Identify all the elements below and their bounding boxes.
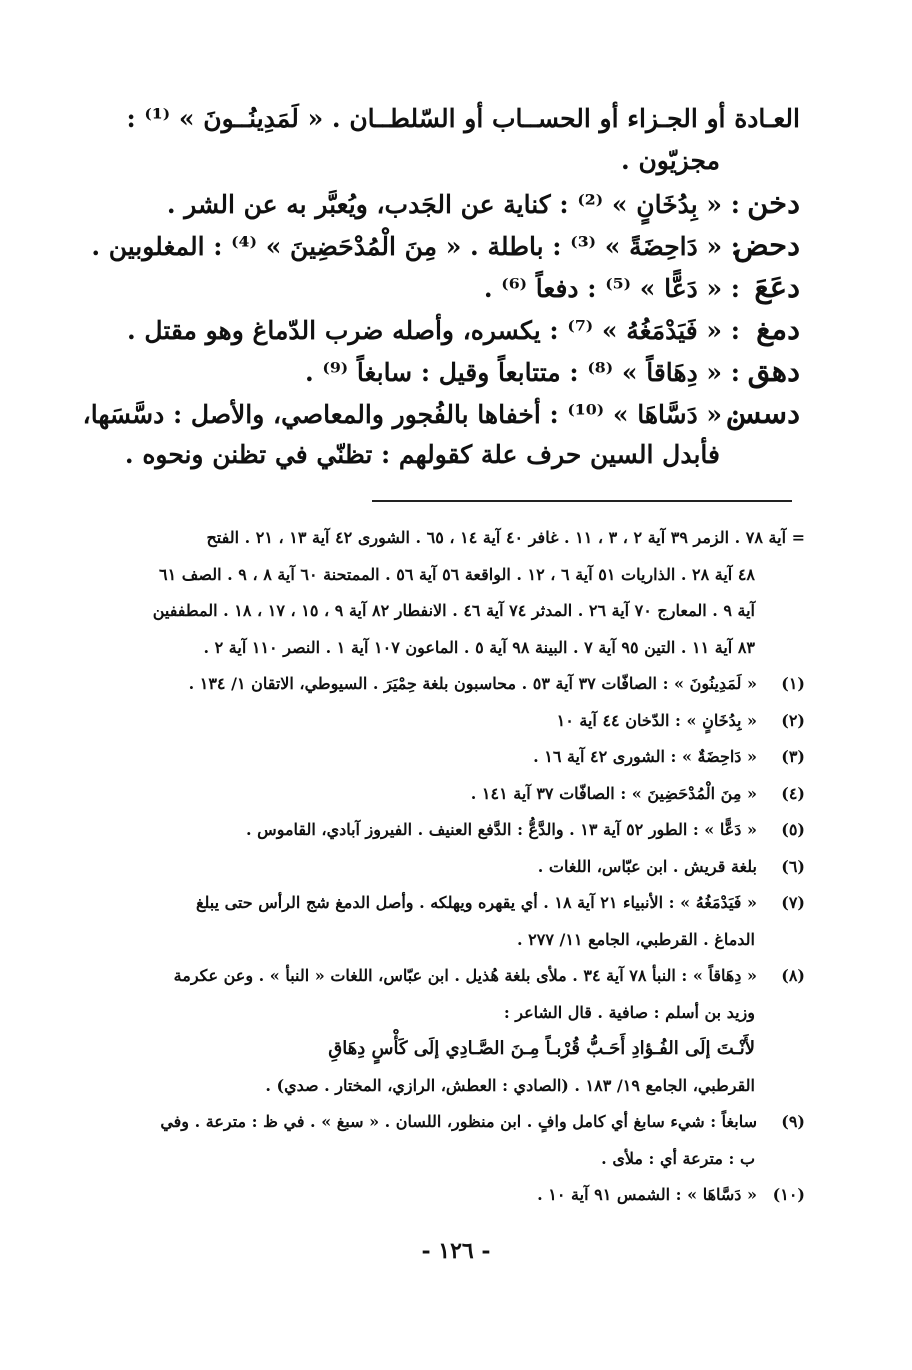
footnote-number: (١٠) — [772, 1185, 805, 1204]
footnote-text: « دَعًّا » : الطور ٥٢ آية ١٣ . والدَّعُّ : الدَّفع العنيف . الفيروز آبادي، القاموس . — [246, 820, 757, 839]
footnote-3 — [120, 739, 805, 776]
entry-dmgh — [120, 308, 800, 350]
line-text: فأبدل السين حرف علة كقولهم : تظنّي في تظنن ونحوه . — [124, 440, 720, 469]
footnote-continuation: = آية ٧٨ . الزمر ٣٩ آية ٢ ، ٣ ، ١١ . غافر ٤٠ آية ١٤ ، ٦٥ . الشورى ٤٢ آية ١٣ ، ٢١ . الفتح — [206, 528, 805, 547]
verse-source: القرطبي، الجامع ١٩/ ١٨٣ . (الصادي : العطش، الرازي، المختار . صدي) . — [265, 1075, 755, 1095]
footnote-7-cont: الدماغ . القرطبي، الجامع ١١/ ٢٧٧ . — [516, 929, 755, 949]
footnote-5 — [120, 812, 805, 849]
line-text: : « دَعًّا » ⁽⁵⁾ : دفعاً ⁽⁶⁾ . — [483, 274, 740, 303]
main-line — [120, 140, 800, 182]
entry-dhd — [91, 224, 800, 266]
root-word: دسس — [725, 396, 800, 430]
line-text: : « دَسَّاهَا » ⁽¹⁰⁾ : أخفاها بالفُجور والمعاصي، والأصل : دسَّسَها، — [82, 400, 740, 429]
footnote-continuation: ٤٨ آية ٢٨ . الذاريات ٥١ آية ٦ ، ١٢ . الواقعة ٥٦ آية ٥٦ . الممتحنة ٦٠ آية ٨ ، ٩ . الصف ٦١ — [159, 564, 755, 584]
footnote-number: (٣) — [781, 747, 805, 766]
footnote-2 — [120, 703, 805, 740]
root-word: دمغ — [756, 312, 800, 346]
line-text: : « دِهَاقاً » ⁽⁸⁾ : متتابعاً وقيل : سابغاً ⁽⁹⁾ . — [304, 358, 740, 387]
footnote-4 — [120, 776, 805, 813]
entry-dkhn — [120, 182, 800, 224]
footnote-number: (٢) — [781, 710, 805, 730]
page-number: - ١٢٦ - — [421, 1238, 491, 1264]
footnote-text: سابغاً : شيء سابغ أي كامل وافٍ . ابن منظور، اللسان . « سبغ » . في ظ : مترعة . وفي — [160, 1112, 757, 1131]
footnote-text: « لَمَدِينُونَ » : الصافّات ٣٧ آية ٥٣ . محاسبون بلغة حِمْيَرَ . السيوطي، الاتقان ١/ ١٣٤ . — [188, 674, 757, 693]
footnote-number: (٤) — [781, 783, 805, 803]
footnote-continuation: ٨٣ آية ١١ . التين ٩٥ آية ٧ . البينة ٩٨ آية ٥ . الماعون ١٠٧ آية ١ . النصر ١١٠ آية ٢ . — [203, 637, 755, 657]
main-line — [120, 98, 800, 140]
footnote-text: « مِنَ الْمُدْحَضِينَ » : الصافّات ٣٧ آية ١٤١ . — [470, 783, 757, 803]
poetry-verse: لأَنْـتَ إلَى الفُـؤادِ أَحَـبُّ قُرْبـاً مِـنَ الصَّـادِي إلَى كَأْسٍ دِهَاقِ — [328, 1038, 755, 1059]
footnote-text: « فَيَدْمَغُهُ » : الأنبياء ٢١ آية ١٨ . أي يقهره ويهلكه . وأصل الدمغ شج الرأس حتى يبلغ — [195, 893, 757, 912]
footnote-8 — [120, 958, 805, 995]
footnote-number: (٥) — [781, 820, 805, 839]
main-line — [120, 434, 800, 476]
line-text: : « فَيَدْمَغُهُ » ⁽⁷⁾ : يكسره، وأصله ضرب الدّماغ وهو مقتل . — [127, 316, 740, 345]
root-word: دخن — [747, 186, 800, 220]
footnote-8-cont: وزيد بن أسلم : صافية . قال الشاعر : — [503, 1002, 755, 1022]
footnote-separator — [372, 500, 792, 502]
footnote-number: (٩) — [781, 1112, 805, 1131]
footnote-text: بلغة قريش . ابن عبّاس، اللغات . — [537, 856, 757, 876]
entry-dss — [82, 392, 800, 434]
footnote-9 — [120, 1104, 805, 1141]
line-text: : « دَاحِضَةً » ⁽³⁾ : باطلة . « مِنَ الْمُدْحَضِينَ » ⁽⁴⁾ : المغلوبين . — [91, 232, 740, 261]
footnote-number: (٧) — [781, 893, 805, 912]
root-word: دحض — [733, 228, 800, 262]
footnote-text: « دَاحِضَةٌ » : الشورى ٤٢ آية ١٦ . — [533, 747, 757, 766]
footnote-continuation: آية ٩ . المعارج ٧٠ آية ٢٦ . المدثر ٧٤ آية ٤٦ . الانفطار ٨٢ آية ٩ ، ١٥ ، ١٧ ، ١٨ . المطففين — [152, 601, 755, 620]
footnote-1 — [120, 666, 805, 703]
footnote-10 — [120, 1177, 805, 1214]
footnote-number: (٨) — [781, 966, 805, 985]
footnote-text: « دِهَاقاً » : النبأ ٧٨ آية ٣٤ . ملأى بلغة هُذيل . ابن عبّاس، اللغات « النبأ » . وعن عكرمة — [173, 966, 757, 985]
entry-dhq — [120, 350, 800, 392]
footnote-9-cont: ب : مترعة أي : ملأى . — [601, 1148, 755, 1168]
footnotes — [120, 520, 805, 1214]
footnote-number: (٦) — [781, 856, 805, 876]
root-word: دعَعَ — [754, 270, 800, 304]
footnote-text: « بِدُخَانٍ » : الدّخان ٤٤ آية ١٠ — [556, 710, 757, 730]
footnote-6 — [120, 849, 805, 886]
root-word: دهق — [747, 354, 800, 388]
footnote-number: (١) — [781, 674, 805, 693]
main-text — [82, 98, 800, 476]
footnote-text: « دَسَّاهَا » : الشمس ٩١ آية ١٠ . — [537, 1185, 757, 1204]
line-text: مجزيّون . — [621, 146, 720, 175]
footnote-7 — [120, 885, 805, 922]
entry-daa — [120, 266, 800, 308]
line-text: العـادة أو الجـزاء أو الحســاب أو السّلطــان . « لَمَدِينُــونَ » ⁽¹⁾ : — [126, 104, 800, 133]
line-text: : « بِدُخَانٍ » ⁽²⁾ : كناية عن الجَدب، ويُعبَّر به عن الشر . — [166, 190, 740, 219]
